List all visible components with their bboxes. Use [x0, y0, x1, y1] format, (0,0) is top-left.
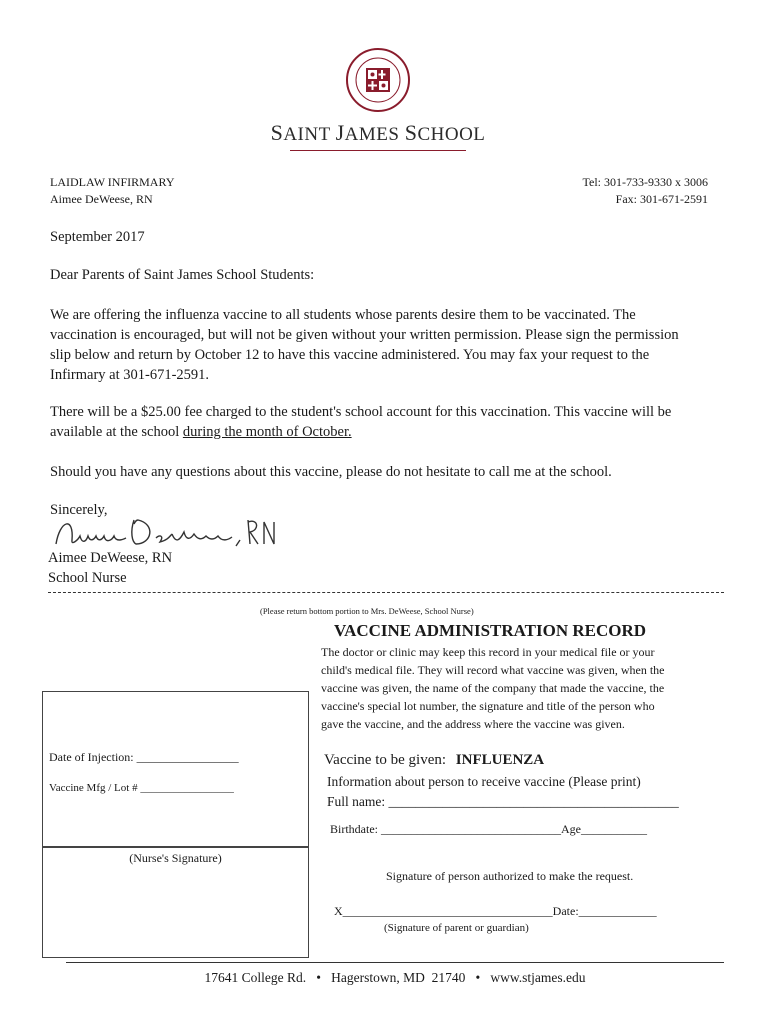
dept-name: LAIDLAW INFIRMARY: [50, 175, 175, 189]
footer-rule: [66, 962, 724, 963]
signer-name: Aimee DeWeese, RN: [48, 550, 173, 566]
nurse-signature-label: (Nurse's Signature): [129, 851, 222, 865]
footer-street: 17641 College Rd.: [204, 970, 307, 985]
school-name-part-2: AMES: [344, 124, 405, 145]
record-description: [321, 643, 741, 733]
salutation: Dear Parents of Saint James School Students:: [50, 267, 315, 283]
nurse-name-header: Aimee DeWeese, RN: [50, 192, 153, 206]
signer-title: School Nurse: [48, 570, 127, 586]
date-of-injection-field[interactable]: Date of Injection: _________________: [49, 750, 239, 764]
footer-address: [0, 970, 770, 986]
letterhead-rule: [290, 150, 466, 151]
paragraph-2-line: [50, 422, 750, 442]
school-name: [0, 120, 756, 146]
authorized-signature-label: Signature of person authorized to make the request.: [386, 869, 634, 883]
birthdate-age-field[interactable]: Birthdate: ______________________________Age___________: [330, 822, 647, 836]
vaccine-to-be-given: [324, 752, 544, 769]
nurse-record-box: [42, 691, 309, 848]
school-name-initial-3: S: [404, 120, 418, 145]
tel-number: Tel: 301-733-9330 x 3006: [582, 175, 708, 189]
record-title: VACCINE ADMINISTRATION RECORD: [334, 621, 647, 640]
footer-city: Hagerstown, MD 21740: [331, 970, 466, 985]
person-info-label: Information about person to receive vaccine (Please print): [327, 774, 641, 789]
paragraph-2: [50, 402, 750, 442]
vaccine-mfg-lot-field[interactable]: Vaccine Mfg / Lot # _________________: [49, 782, 234, 794]
school-name-initial-1: S: [270, 120, 284, 145]
paragraph-1-line: Infirmary at 301-671-2591.: [50, 367, 210, 383]
underlined-timeframe: during the month of October.: [182, 424, 352, 440]
school-seal-logo: [346, 48, 410, 112]
return-note: (Please return bottom portion to Mrs. DeWeese, School Nurse): [260, 606, 474, 616]
closing: Sincerely,: [50, 502, 108, 518]
footer-bullet: •: [316, 970, 321, 985]
school-name-initial-2: J: [335, 120, 345, 145]
paragraph-1-line: slip below and return by October 12 to have this vaccine administered. You may fax your request to the: [50, 347, 650, 363]
school-name-part-1: AINT: [283, 124, 336, 145]
cut-line: [48, 592, 724, 593]
footer-bullet: •: [475, 970, 481, 985]
full-name-field[interactable]: Full name: ___________________________________________: [327, 794, 679, 809]
paragraph-2-line: There will be a $25.00 fee charged to the student's school account for this vaccination. This vaccine will be: [50, 404, 672, 420]
parent-signature-date-field[interactable]: X___________________________________Date:_____________: [334, 904, 657, 918]
nurse-signature-box[interactable]: [42, 846, 309, 958]
school-name-part-3: CHOOL: [417, 124, 486, 145]
record-description-line: gave the vaccine, and the address where the vaccine was given.: [321, 717, 625, 731]
paragraph-2-text: available at the school: [50, 424, 183, 440]
record-description-line: child's medical file. They will record what vaccine was given, when the: [321, 663, 665, 677]
paragraph-3: Should you have any questions about this vaccine, please do not hesitate to call me at the school.: [50, 464, 612, 480]
letter-date: September 2017: [50, 229, 145, 245]
vaccine-label: Vaccine to be given:: [324, 752, 447, 768]
handwritten-signature: [52, 510, 277, 552]
record-description-line: vaccine was given, the name of the company that made the vaccine, the: [321, 681, 665, 695]
record-description-line: The doctor or clinic may keep this record in your medical file or your: [321, 645, 655, 659]
paragraph-1-line: We are offering the influenza vaccine to all students whose parents desire them to be vaccinated. The: [50, 307, 636, 323]
paragraph-1: [50, 305, 750, 385]
vaccine-value: INFLUENZA: [455, 752, 545, 768]
footer-website[interactable]: www.stjames.edu: [490, 970, 586, 985]
record-description-line: vaccine's special lot number, the signature and title of the person who: [321, 699, 655, 713]
parent-signature-label: (Signature of parent or guardian): [384, 922, 529, 934]
fax-number: Fax: 301-671-2591: [615, 192, 708, 206]
paragraph-1-line: vaccination is encouraged, but will not be given without your written permission. Please sign the permission: [50, 327, 679, 343]
